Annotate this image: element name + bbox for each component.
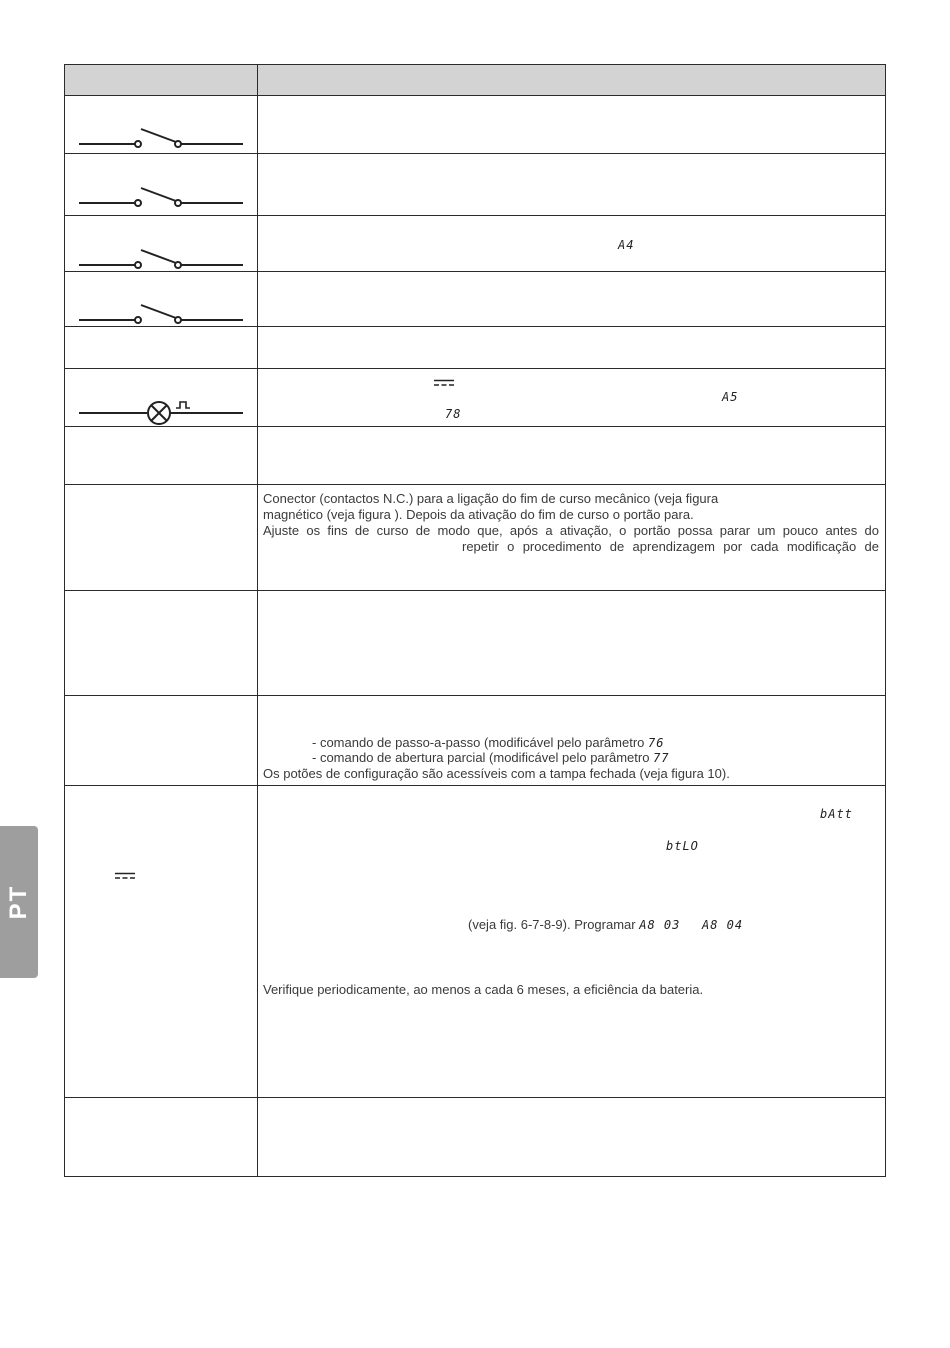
table-row	[65, 272, 886, 327]
switch-contact-icon	[79, 301, 245, 325]
language-tab-label: PT	[5, 884, 32, 920]
display-code-a8-03: A8 03	[639, 918, 681, 932]
description-cell	[258, 154, 886, 216]
limit-switch-text-line: repetir o procedimento de aprendizagem por cada modificação de	[462, 539, 879, 554]
symbol-cell	[65, 272, 258, 327]
buttons-text-line: - comando de passo-a-passo (modificável pelo parâmetro 76	[312, 735, 665, 750]
description-cell	[258, 485, 886, 591]
symbol-cell	[65, 369, 258, 427]
table-row	[65, 154, 886, 216]
display-code-a8-04: A8 04	[702, 918, 744, 932]
table-row	[65, 427, 886, 485]
description-cell	[258, 786, 886, 1098]
switch-contact-icon	[79, 184, 245, 208]
table-row	[65, 1098, 886, 1177]
table-row	[65, 369, 886, 427]
description-cell	[258, 427, 886, 485]
description-cell	[258, 216, 886, 272]
battery-text-line: Verifique periodicamente, ao menos a cada 6 meses, a eficiência da bateria.	[263, 982, 704, 997]
display-code-a5: A5	[722, 390, 739, 404]
symbol-cell	[65, 485, 258, 591]
limit-switch-text-line: Conector (contactos N.C.) para a ligação do fim de curso mecânico (veja figura	[263, 491, 719, 506]
table-row	[65, 327, 886, 369]
description-cell	[258, 369, 886, 427]
symbol-cell	[65, 96, 258, 154]
symbol-cell	[65, 786, 258, 1098]
symbol-cell	[65, 216, 258, 272]
limit-switch-text-line: Ajuste os fins de curso de modo que, após a ativação, o portão possa parar um pouco antes do	[263, 523, 879, 538]
specification-table	[64, 64, 886, 1177]
dc-symbol-icon	[434, 379, 454, 387]
table-row	[65, 485, 886, 591]
table-row	[65, 96, 886, 154]
display-code-batt: bAtt	[820, 807, 853, 821]
symbol-cell	[65, 696, 258, 786]
symbol-cell	[65, 591, 258, 696]
description-cell	[258, 591, 886, 696]
description-cell	[258, 272, 886, 327]
switch-contact-icon	[79, 246, 245, 270]
table-row	[65, 786, 886, 1098]
display-code-a4: A4	[618, 238, 635, 252]
symbol-cell	[65, 1098, 258, 1177]
display-code-78: 78	[445, 407, 462, 421]
symbol-cell	[65, 154, 258, 216]
language-side-tab	[0, 826, 38, 978]
buttons-text-line: - comando de abertura parcial (modificável pelo parâmetro 77	[312, 750, 670, 765]
table-row	[65, 216, 886, 272]
lamp-output-icon	[79, 398, 245, 428]
description-cell	[258, 696, 886, 786]
display-code-76: 76	[648, 736, 665, 750]
limit-switch-text-line: magnético (veja figura ). Depois da ativação do fim de curso o portão para.	[263, 507, 694, 522]
display-code-77: 77	[653, 751, 670, 765]
description-cell	[258, 96, 886, 154]
battery-text-line: (veja fig. 6-7-8-9). Programar A8 03 A8 04	[468, 917, 744, 932]
symbol-cell	[65, 427, 258, 485]
dc-symbol-icon	[115, 872, 135, 880]
buttons-text-line: Os potões de configuração são acessíveis com a tampa fechada (veja figura 10).	[263, 766, 730, 781]
description-cell	[258, 327, 886, 369]
table-header-row	[65, 65, 886, 96]
switch-contact-icon	[79, 125, 245, 149]
header-cell-terminal	[65, 65, 258, 96]
display-code-btlo: btLO	[666, 839, 699, 853]
description-cell	[258, 1098, 886, 1177]
table-row	[65, 591, 886, 696]
table-row	[65, 696, 886, 786]
header-cell-description	[258, 65, 886, 96]
symbol-cell	[65, 327, 258, 369]
